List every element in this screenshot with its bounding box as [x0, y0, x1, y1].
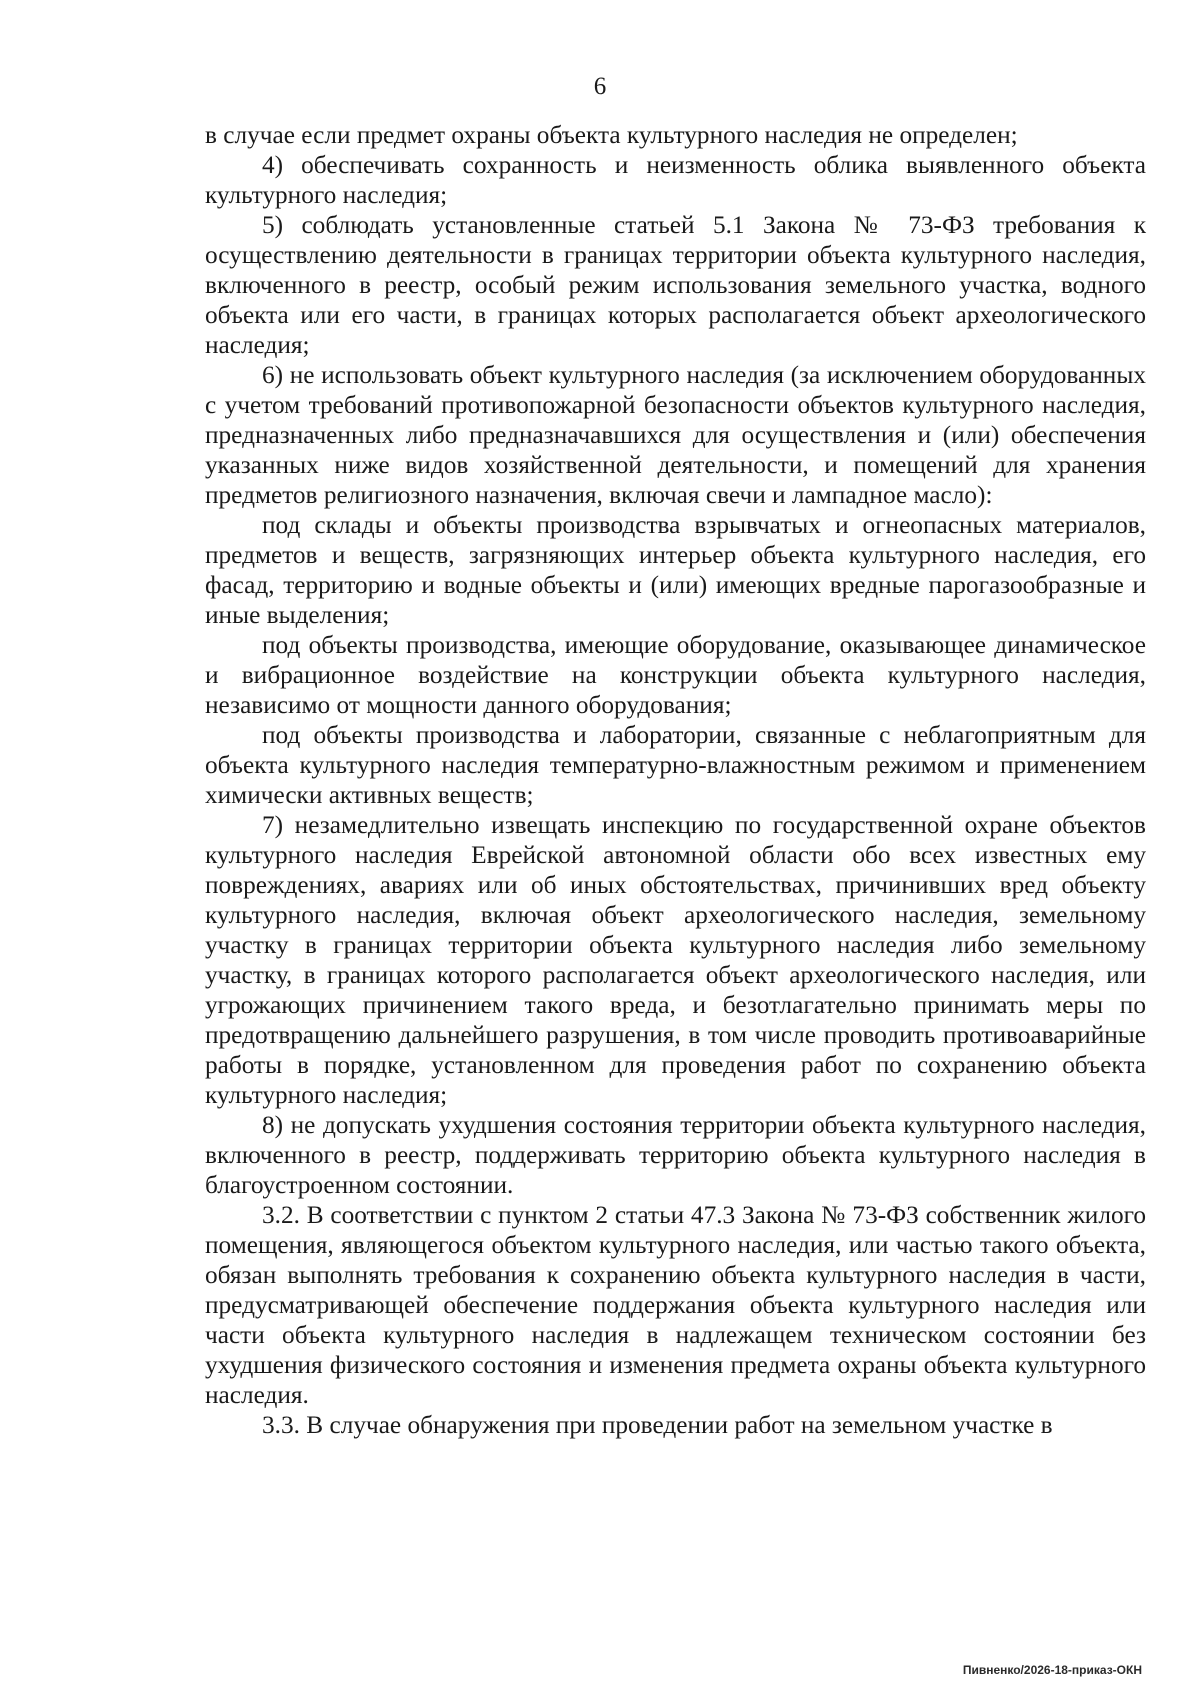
- paragraph-subitem-warehouses: под склады и объекты производства взрывчатых и огнеопасных материалов, предметов и веществ, загрязняющих интерьер объекта культурного наследия, его фасад, территорию и водные объекты и (или) имеющих вредные парогазообразные и иные выделения;: [205, 511, 1146, 629]
- paragraph-item-5: 5) соблюдать установленные статьей 5.1 Закона № 73-ФЗ требования к осуществлению деятельности в границах территории объекта культурного наследия, включенного в реестр, особый режим использования земельного участка, водного объекта или его части, в границах которых располагается объект археологического наследия;: [205, 211, 1146, 359]
- paragraph-subitem-laboratories: под объекты производства и лаборатории, связанные с неблагоприятным для объекта культурного наследия температурно-влажностным режимом и применением химически активных веществ;: [205, 721, 1146, 809]
- paragraph-section-3-2: 3.2. В соответствии с пунктом 2 статьи 47.3 Закона № 73-ФЗ собственник жилого помещения, являющегося объектом культурного наследия, или частью такого объекта, обязан выполнять требования к сохранению объекта культурного наследия в части, предусматривающей обеспечение поддержания объекта культурного наследия или части объекта культурного наследия в надлежащем техническом состоянии без ухудшения физического состояния и изменения предмета охраны объекта культурного наследия.: [205, 1201, 1146, 1409]
- paragraph-section-3-3: 3.3. В случае обнаружения при проведении работ на земельном участке в: [262, 1411, 1053, 1439]
- paragraph-item-7: 7) незамедлительно извещать инспекцию по государственной охране объектов культурного наследия Еврейской автономной области обо всех известных ему повреждениях, авариях или об иных обстоятельствах, причинивших вред объекту культурного наследия, включая объект археологического наследия, земельному участку в границах территории объекта культурного наследия либо земельному участку, в границах которого располагается объект археологического наследия, или угрожающих причинением такого вреда, и безотлагательно принимать меры по предотвращению дальнейшего разрушения, в том числе проводить противоаварийные работы в порядке, установленном для проведения работ по сохранению объекта культурного наследия;: [205, 811, 1146, 1109]
- paragraph-item-6: 6) не использовать объект культурного наследия (за исключением оборудованных с учетом требований противопожарной безопасности объектов культурного наследия, предназначенных либо предназначавшихся для осуществления и (или) обеспечения указанных ниже видов хозяйственной деятельности, и помещений для хранения предметов религиозного назначения, включая свечи и лампадное масло):: [205, 361, 1146, 509]
- paragraph-item-8: 8) не допускать ухудшения состояния территории объекта культурного наследия, включенного в реестр, поддерживать территорию объекта культурного наследия в благоустроенном состоянии.: [205, 1111, 1146, 1199]
- paragraph-continuation: в случае если предмет охраны объекта культурного наследия не определен;: [205, 121, 1018, 149]
- paragraph-subitem-production: под объекты производства, имеющие оборудование, оказывающее динамическое и вибрационное воздействие на конструкции объекта культурного наследия, независимо от мощности данного оборудования;: [205, 631, 1146, 719]
- page-number: 6: [593, 73, 607, 100]
- document-footer-reference: Пивненко/2026-18-приказ-ОКН: [962, 1663, 1142, 1677]
- document-body: [205, 120, 1146, 1440]
- paragraph-item-4: 4) обеспечивать сохранность и неизменность облика выявленного объекта культурного наследия;: [205, 151, 1146, 209]
